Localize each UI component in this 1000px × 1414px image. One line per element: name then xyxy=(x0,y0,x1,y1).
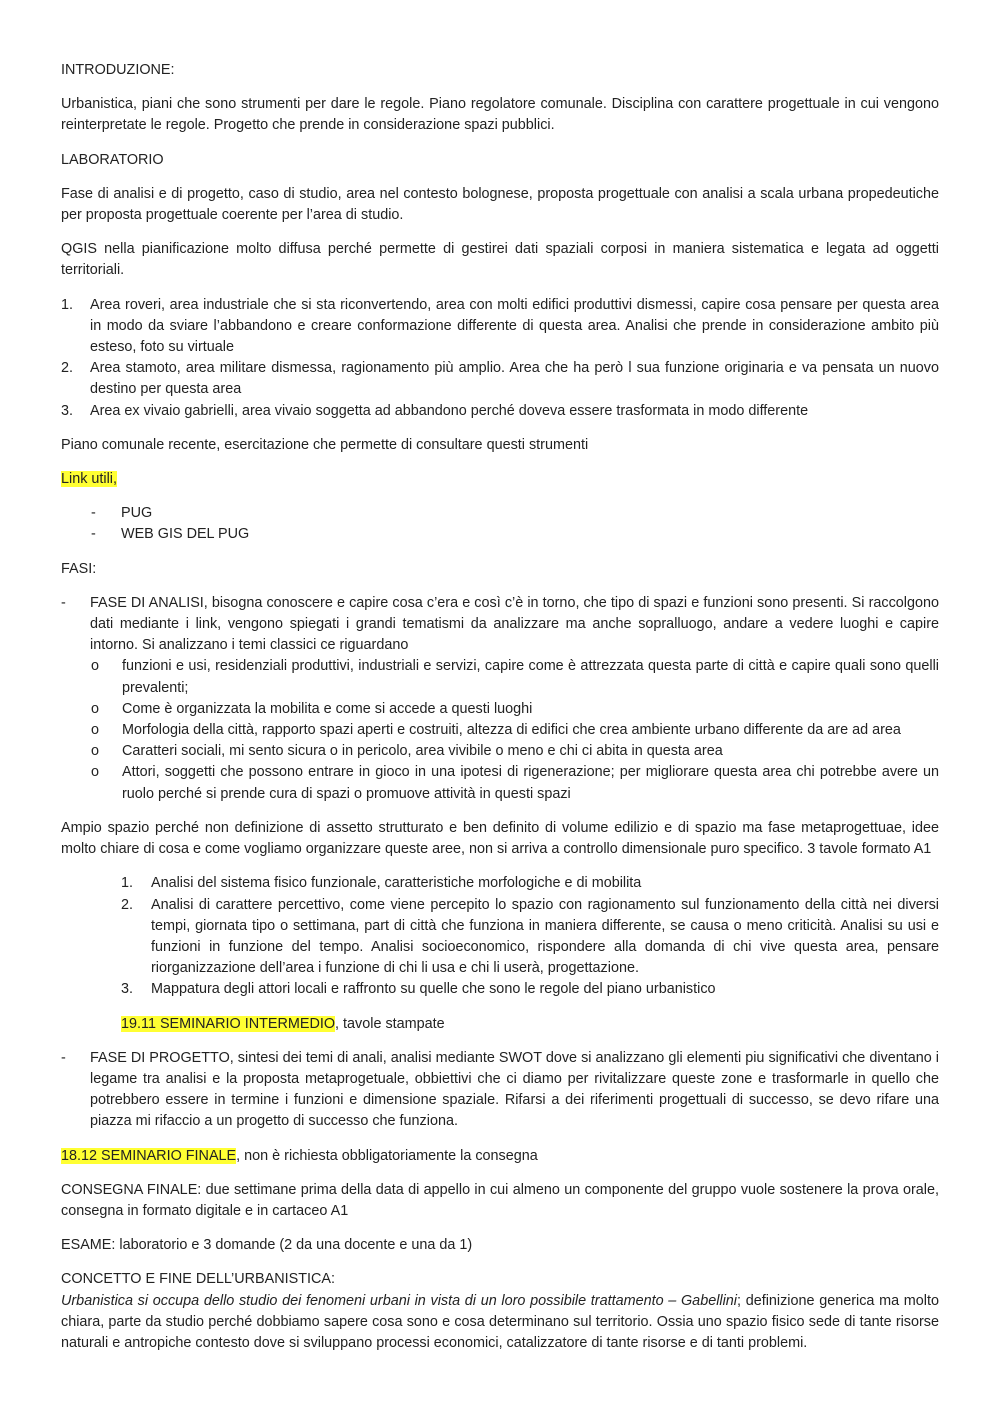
seminario-finale-note: , non è richiesta obbligatoriamente la consegna xyxy=(236,1147,538,1164)
list-marker: 3. xyxy=(61,402,74,419)
list-item xyxy=(61,1048,939,1133)
list-marker: 1. xyxy=(121,875,134,892)
list-item-text: Area ex vivaio gabrielli, area vivaio soggetta ad abbandono perché doveva essere trasformata in modo differente xyxy=(90,402,809,419)
list-item-text: Caratteri sociali, mi sento sicura o in pericolo, area vivibile o meno e chi ci abita in questa area xyxy=(122,743,723,760)
list-item xyxy=(61,720,939,741)
consegna-paragraph: CONSEGNA FINALE: due settimane prima della data di appello in cui almeno un componente del gruppo vuole sostenere la prova orale, consegna in formato digitale e in cartaceo A1 xyxy=(61,1181,939,1219)
definition-quote: Urbanistica si occupa dello studio dei fenomeni urbani in vista di un loro possibile trattamento – Gabellini xyxy=(61,1292,737,1309)
highlight: 18.12 SEMINARIO FINALE xyxy=(61,1147,237,1164)
links-list xyxy=(61,503,939,545)
document-body xyxy=(61,60,939,1367)
topics-list xyxy=(90,656,939,804)
list-item xyxy=(61,762,939,804)
list-item xyxy=(61,699,939,720)
concetto-paragraph xyxy=(61,1291,939,1355)
intro-paragraph: Urbanistica, piani che sono strumenti per dare le regole. Piano regolatore comunale. Disciplina con carattere progettuale in cui vengono reinterpretate le regole. Progetto che prende in considerazione spazi pubblici. xyxy=(61,96,939,134)
areas-list xyxy=(61,295,939,422)
list-marker: 1. xyxy=(61,296,74,313)
esame-paragraph: ESAME: laboratorio e 3 domande (2 da una docente e una da 1) xyxy=(61,1237,473,1254)
tavole-list xyxy=(61,873,939,1000)
list-item-text: Area roveri, area industriale che si sta riconvertendo, area con molti edifici produttivi dismessi, capire cosa pensare per questa area in modo da sviare l’abbandono e creare conformazione differente di questa area. Analisi che prende in considerazione ambito più esteso, foto su virtuale xyxy=(90,296,939,356)
seminario-finale xyxy=(61,1146,939,1167)
list-marker: o xyxy=(91,658,100,675)
list-marker: 2. xyxy=(61,360,74,377)
list-marker: 2. xyxy=(121,896,134,913)
list-marker: o xyxy=(91,700,100,717)
link-text[interactable]: PUG xyxy=(121,505,153,522)
list-item xyxy=(61,358,939,400)
list-item xyxy=(61,295,939,359)
seminario-intermedio xyxy=(61,1014,939,1035)
lab-paragraph: Fase di analisi e di progetto, caso di studio, area nel contesto bolognese, proposta progettuale con analisi a scala urbana propedeutiche per proposta progettuale coerente per l’area di studio. xyxy=(61,185,939,224)
fase-analisi-list xyxy=(61,593,939,805)
list-item-text: Analisi del sistema fisico funzionale, caratteristiche morfologiche e di mobilita xyxy=(151,875,642,892)
list-item xyxy=(61,741,939,762)
link-item-webgis[interactable] xyxy=(61,524,939,545)
list-item xyxy=(61,656,939,698)
list-item xyxy=(61,873,939,894)
lab-heading: LABORATORIO xyxy=(61,151,164,168)
list-item xyxy=(61,593,939,805)
highlight: 19.11 SEMINARIO INTERMEDIO xyxy=(121,1015,336,1032)
fasi-heading: FASI: xyxy=(61,560,97,577)
seminario-intermedio-note: , tavole stampate xyxy=(335,1015,445,1032)
list-item-text: Mappatura degli attori locali e raffronto su quelle che sono le regole del piano urbanistico xyxy=(151,981,716,998)
list-marker: 3. xyxy=(121,981,134,998)
fase-analisi-text: FASE DI ANALISI, bisogna conoscere e capire cosa c’era e così c’è in torno, che tipo di spazi e funzioni sono presenti. Si raccolgono dati mediante i link, vengono spiegati i grandi tematismi da analizzare ma anche sopralluogo, andare a vedere luoghi e capire intorno. Si analizzano i temi classici ce riguardano xyxy=(90,594,939,654)
list-marker: - xyxy=(91,505,96,522)
links-heading xyxy=(61,469,939,490)
ampio-paragraph: Ampio spazio perché non definizione di assetto strutturato e ben definito di volume edilizio e di spazio ma fase metaprogettuae, idee molto chiare di cosa e come vogliamo organizzare queste aree, non si arriva a controllo dimensionale puro specifico. 3 tavole formato A1 xyxy=(61,819,939,858)
fase-progetto-list xyxy=(61,1048,939,1133)
link-item-pug[interactable] xyxy=(61,503,939,524)
link-text[interactable]: WEB GIS DEL PUG xyxy=(121,526,250,543)
list-item-text: Morfologia della città, rapporto spazi aperti e costruiti, altezza di edifici che crea ambiente urbano differente da are ad area xyxy=(122,722,901,739)
list-marker: - xyxy=(61,1049,66,1066)
list-item-text: Area stamoto, area militare dismessa, ragionamento più amplio. Area che ha però l sua funzione originaria e va pensata un nuovo destino per questa area xyxy=(90,360,939,398)
list-item xyxy=(61,401,939,422)
list-marker: - xyxy=(61,594,66,611)
list-item-text: Analisi di carattere percettivo, come viene percepito lo spazio con ragionamento sul funzionamento della città nei diversi tempi, giornata tipo o settimana, part di città che funziona in maniera differente, se causa o meno criticità. Analisi su usi e funzioni in funzione del tempo. Analisi socioeconomico, rispondere alla domanda di chi vive questa area, pensare riorganizzazione dell’area i funzione di chi li usa e chi li userà, progettazione. xyxy=(151,896,939,977)
qgis-paragraph: QGIS nella pianificazione molto diffusa perché permette di gestirei dati spaziali corposi in maniera sistematica e legata ad oggetti territoriali. xyxy=(61,241,939,279)
intro-heading: INTRODUZIONE: xyxy=(61,62,175,78)
list-marker: o xyxy=(91,743,100,760)
list-marker: - xyxy=(91,526,96,543)
list-item-text: funzioni e usi, residenziali produttivi, industriali e servizi, capire come è attrezzata questa parte di città e capire quali sono quelli prevalenti; xyxy=(122,658,939,696)
list-item-text: Come è organizzata la mobilita e come si accede a questi luoghi xyxy=(122,700,533,717)
piano-paragraph: Piano comunale recente, esercitazione che permette di consultare questi strumenti xyxy=(61,436,589,453)
definition-comment: ; definizione generica ma molto chiara, parte da studio perché dobbiamo sapere cosa sono e cosa determinano sul territorio. Ossia uno spazio fisico sede di tante risorse naturali e antropiche contesto dove si sviluppano processi economici, catalizzatore di tante risorse e di tanti problemi. xyxy=(61,1292,939,1351)
list-item-text: Attori, soggetti che possono entrare in gioco in una ipotesi di rigenerazione; per migliorare questa area chi potrebbe avere un ruolo perché si prende cura di spazi o promuove attività in questi spazi xyxy=(122,764,939,802)
concetto-heading: CONCETTO E FINE DELL’URBANISTICA: xyxy=(61,1271,336,1288)
list-marker: o xyxy=(91,764,100,781)
list-item xyxy=(61,895,939,980)
fase-progetto-text: FASE DI PROGETTO, sintesi dei temi di anali, analisi mediante SWOT dove si analizzano gli elementi piu significativi che diventano i legame tra analisi e la proposta metaprogetuale, obbiettivi che ci diamo per rivitalizzare queste zone e trasformarle in quello che potrebbero essere in termine i funzioni e dimensione spaziale. Rifarsi a dei riferimenti progettuali di successo, se devo rifare una piazza mi rifaccio a un progetto di successo che funziona. xyxy=(90,1049,939,1130)
list-marker: o xyxy=(91,722,100,739)
highlight: Link utili, xyxy=(61,471,117,488)
list-item xyxy=(61,979,939,1000)
